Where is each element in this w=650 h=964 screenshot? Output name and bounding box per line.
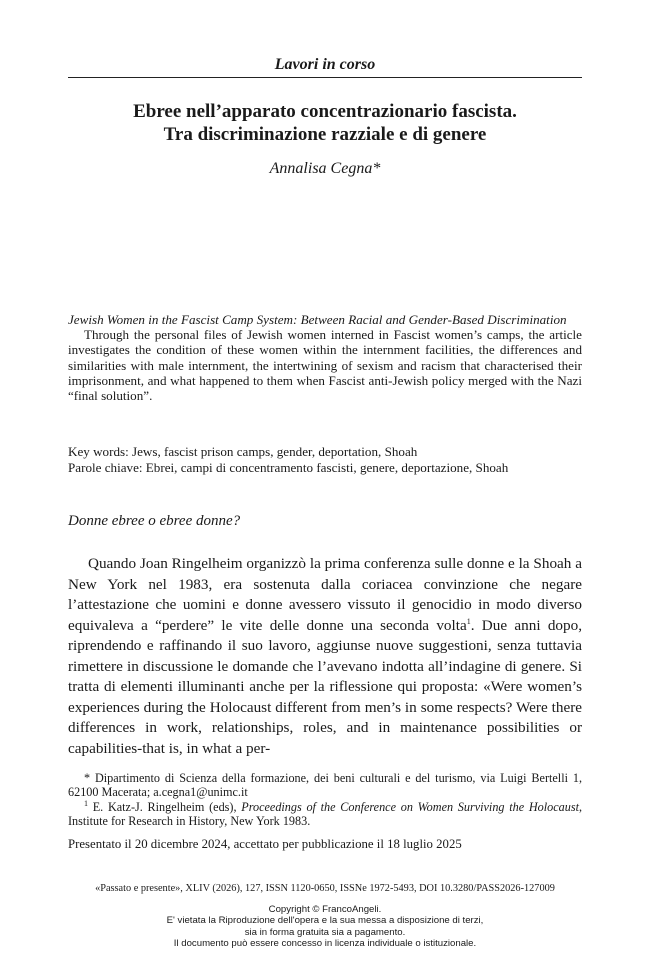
- copyright-line-2: E' vietata la Riproduzione dell'opera e la sua messa a disposizione di terzi,: [166, 915, 484, 927]
- footnote-affiliation: * Dipartimento di Scienza della formazione, dei beni culturali e del turismo, via Luigi Bertelli 1, 62100 Macerata; a.cegna1@unimc.it: [68, 771, 582, 800]
- submission-dates: Presentato il 20 dicembre 2024, accettato per pubblicazione il 18 luglio 2025: [68, 837, 462, 851]
- section-label: Lavori in corso: [68, 56, 582, 78]
- abstract-text: Through the personal files of Jewish women interned in Fascist women’s camps, the article investigates the condition of these women within the internment facilities, the differences and similarities with male internment, the intertwining of sexism and racism that characterised their imprisonment, and what happened to them when Fascist anti-Jewish policy merged with the Nazi “final solution”.: [68, 327, 582, 404]
- keywords: [68, 444, 582, 476]
- footnote-1-number: 1: [84, 798, 88, 808]
- copyright-line-3: sia in forma gratuita sia a pagamento.: [244, 926, 406, 938]
- footnotes: [68, 771, 582, 829]
- article-title-line-2: Tra discriminazione razziale e di genere: [163, 124, 487, 145]
- footnote-1: [68, 800, 582, 829]
- keywords-english: Key words: Jews, fascist prison camps, gender, deportation, Shoah: [68, 444, 418, 459]
- abstract: [68, 312, 582, 403]
- article-title: [68, 100, 582, 146]
- footnote-1-title: Proceedings of the Conference on Women Surviving the Holocaust: [241, 799, 579, 814]
- section-heading: Donne ebree o ebree donne?: [68, 513, 241, 529]
- abstract-english-title: Jewish Women in the Fascist Camp System: Between Racial and Gender-Based Discrimination: [68, 312, 567, 327]
- body-text-part-1: Quando Joan Ringelheim organizzò la prima conferenza sulle donne e la Shoah a New York nel 1983, era sostenuta dalla coriacea convinzione che negare l’attestazione che uomini e donne avessero vissuto il genocidio in modo diverso equivaleva a “perdere” le vite delle donne una seconda volta: [68, 555, 582, 634]
- copyright-line-1: Copyright © FrancoAngeli.: [268, 904, 382, 915]
- journal-reference: «Passato e presente», XLIV (2026), 127, ISSN 1120-0650, ISSNe 1972-5493, DOI 10.3280/PASS2026-127009: [95, 883, 555, 894]
- body-text-part-2: . Due anni dopo, riprendendo e raffinando il suo lavoro, aggiunse nuove suggestioni, senza tuttavia rimettere in discussione le domande che l’avevano indotta all’indagine di genere. Si tratta di elementi illuminanti anche per la riflessione qui proposta: «Were women’s experiences during the Holocaust different from men’s in some respects? Were there differences in work, relationships, roles, and in maintenance possibilities or capabilities-that is, in what a per-: [68, 616, 583, 757]
- copyright-notice: [68, 904, 582, 950]
- author-name: Annalisa Cegna*: [269, 160, 381, 177]
- keywords-italian: Parole chiave: Ebrei, campi di concentramento fascisti, genere, deportazione, Shoah: [68, 460, 509, 475]
- footnote-1-authors: E. Katz-J. Ringelheim (eds),: [88, 799, 242, 814]
- copyright-line-4: Il documento può essere concesso in licenza individuale o istituzionale.: [173, 938, 477, 950]
- article-title-line-1: Ebree nell’apparato concentrazionario fascista.: [133, 101, 517, 122]
- body-paragraph: [68, 554, 582, 759]
- footnote-ref-1[interactable]: 1: [466, 616, 471, 626]
- footnote-1-rest: , Institute for Research in History, New York 1983.: [68, 799, 582, 829]
